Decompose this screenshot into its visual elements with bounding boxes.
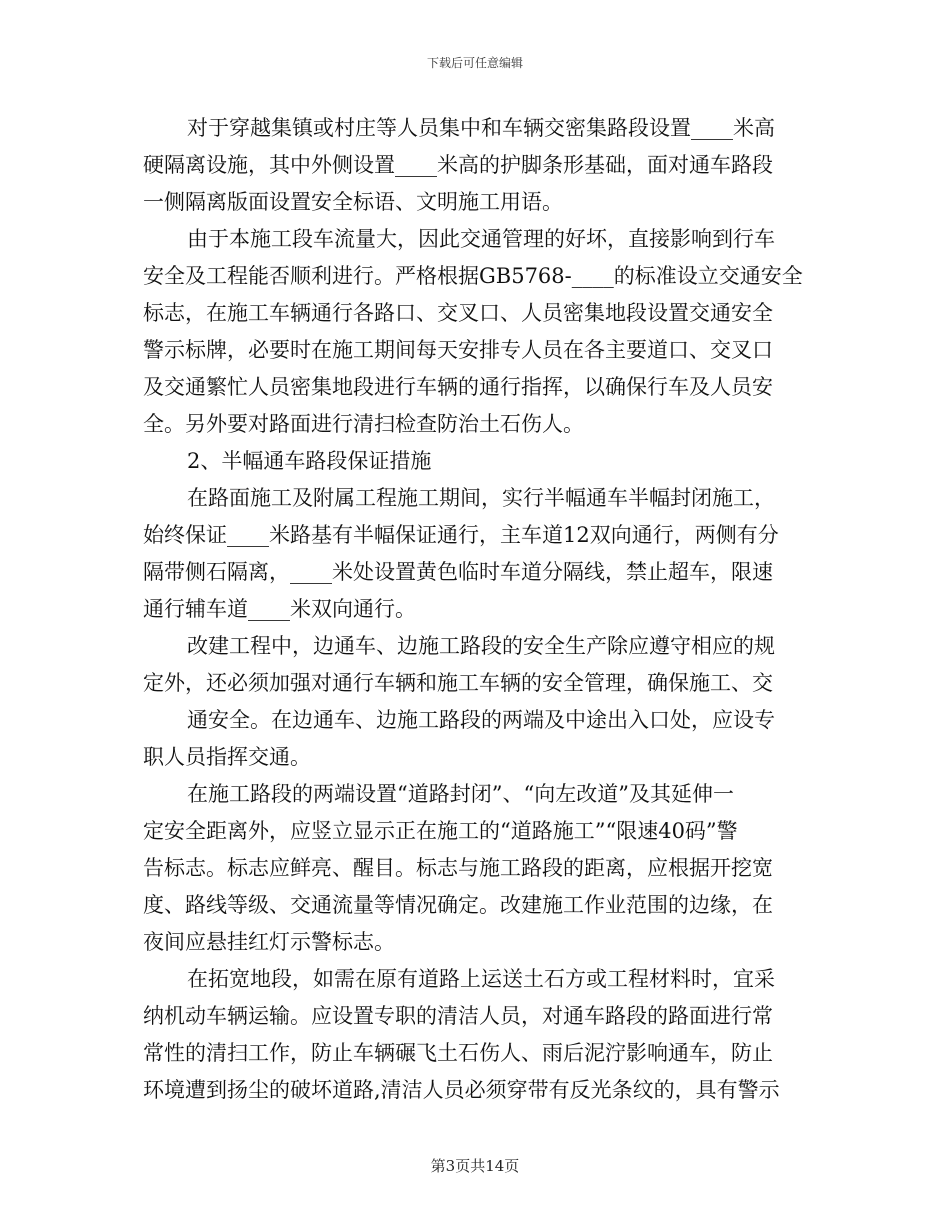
text-line: 硬隔离设施，其中外侧设置____米高的护脚条形基础，面对通车路段 bbox=[143, 153, 773, 177]
text-line: 定安全距离外，应竖立显示正在施工的“道路施工”“限速40码”警 bbox=[143, 819, 738, 843]
text-line: 在拓宽地段，如需在原有道路上运送土石方或工程材料时，宜采 bbox=[187, 967, 775, 991]
text-line: 告标志。标志应鲜亮、醒目。标志与施工路段的距离，应根据开挖宽 bbox=[143, 856, 773, 880]
text-line: 职人员指挥交通。 bbox=[143, 745, 311, 769]
text-line: 安全及工程能否顺利进行。严格根据GB5768-____的标准设立交通安全 bbox=[143, 264, 803, 288]
text-line: 隔带侧石隔离，____米处设置黄色临时车道分隔线，禁止超车，限速 bbox=[143, 560, 773, 584]
text-line: 通安全。在边通车、边施工路段的两端及中途出入口处，应设专 bbox=[187, 708, 775, 732]
text-line: 通行辅车道____米双向通行。 bbox=[143, 597, 416, 621]
text-line: 常性的清扫工作，防止车辆碾飞土石伤人、雨后泥泞影响通车，防止 bbox=[143, 1041, 773, 1065]
text-line: 及交通繁忙人员密集地段进行车辆的通行指挥，以确保行车及人员安 bbox=[143, 375, 773, 399]
text-line: 环境遭到扬尘的破坏道路,清洁人员必须穿带有反光条纹的，具有警示 bbox=[143, 1078, 780, 1102]
text-line: 在路面施工及附属工程施工期间，实行半幅通车半幅封闭施工， bbox=[187, 486, 775, 510]
text-line: 对于穿越集镇或村庄等人员集中和车辆交密集路段设置____米高 bbox=[187, 116, 775, 140]
text-line: 由于本施工段车流量大，因此交通管理的好坏，直接影响到行车 bbox=[187, 227, 775, 251]
text-line: 始终保证____米路基有半幅保证通行，主车道12双向通行，两侧有分 bbox=[143, 523, 779, 547]
text-line: 改建工程中，边通车、边施工路段的安全生产除应遵守相应的规 bbox=[187, 634, 775, 658]
text-line: 纳机动车辆运输。应设置专职的清洁人员，对通车路段的路面进行常 bbox=[143, 1004, 773, 1028]
document-body bbox=[143, 110, 808, 1109]
text-line: 夜间应悬挂红灯示警标志。 bbox=[143, 930, 395, 954]
page-footer: 第3页共14页 bbox=[430, 1157, 520, 1175]
text-line: 定外，还必须加强对通行车辆和施工车辆的安全管理，确保施工、交 bbox=[143, 671, 773, 695]
page-header: 下载后可任意编辑 bbox=[426, 56, 523, 70]
text-line: 2、半幅通车路段保证措施 bbox=[187, 449, 432, 473]
text-line: 标志，在施工车辆通行各路口、交叉口、人员密集地段设置交通安全 bbox=[143, 301, 773, 325]
text-line: 一侧隔离版面设置安全标语、文明施工用语。 bbox=[143, 190, 563, 214]
text-line: 全。另外要对路面进行清扫检查防治土石伤人。 bbox=[143, 412, 584, 436]
text-line: 警示标牌，必要时在施工期间每天安排专人员在各主要道口、交叉口 bbox=[143, 338, 773, 362]
text-line: 在施工路段的两端设置“道路封闭”、“向左改道”及其延伸一 bbox=[187, 782, 734, 806]
text-line: 度、路线等级、交通流量等情况确定。改建施工作业范围的边缘，在 bbox=[143, 893, 773, 917]
